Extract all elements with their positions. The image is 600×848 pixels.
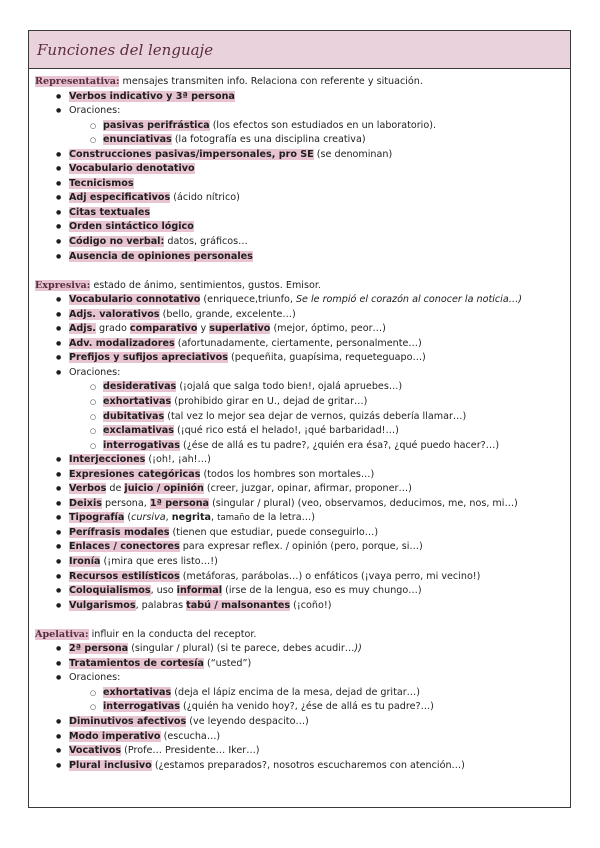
list-item: ● Verbos indicativo y 3ª persona [35, 90, 562, 105]
list-item: ● Construcciones pasivas/impersonales, pro SE (se denominan) [35, 148, 562, 163]
list-item: ● Deixis persona, 1ª persona (singular / plural) (veo, observamos, deducimos, me, nos, mi…) [35, 497, 562, 512]
list-item: ● Enlaces / conectores para expresar reflex. / opinión (pero, porque, si…) [35, 540, 562, 555]
sub-list-item: ○ exhortativas (deja el lápiz encima de la mesa, dejad de gritar…) [35, 686, 562, 701]
list-item: ● Código no verbal: datos, gráficos… [35, 235, 562, 250]
notes-sheet [28, 30, 571, 808]
sub-list-item: ○ enunciativas (la fotografía es una disciplina creativa) [35, 133, 562, 148]
section-heading: Expresiva: estado de ánimo, sentimientos, gustos. Emisor. [35, 279, 321, 291]
list-item: ● Oraciones: [35, 366, 562, 381]
list-item: ● Vocabulario denotativo [35, 162, 562, 177]
list-item: ● Adv. modalizadores (afortunadamente, ciertamente, personalmente…) [35, 337, 562, 352]
list-item: ● Vocabulario connotativo (enriquece,triunfo, Se le rompió el corazón al conocer la noticia…) [35, 293, 562, 308]
sub-list-item: ○ interrogativas (¿quién ha venido hoy?, ¿ése de allá es tu padre?…) [35, 700, 562, 715]
section-heading: Representativa: mensajes transmiten info. Relaciona con referente y situación. [35, 76, 423, 87]
section-representativa [35, 75, 562, 264]
list-item: ● Tratamientos de cortesía (“usted”) [35, 657, 562, 672]
list-item: ● Interjecciones (¡oh!, ¡ah!…) [35, 453, 562, 468]
list-item: ● Plural inclusivo (¿estamos preparados?, nosotros escucharemos con atención…) [35, 759, 562, 774]
section-expresiva [35, 279, 562, 614]
sub-list-item: ○ interrogativas (¿ése de allá es tu padre?, ¿quién era ésa?, ¿qué puedo hacer?…) [35, 439, 562, 454]
sub-list-item: ○ exclamativas (¡qué rico está el helado!, ¡qué barbaridad!…) [35, 424, 562, 439]
list-item: ● Adjs. grado comparativo y superlativo (mejor, óptimo, peor…) [35, 322, 562, 337]
list-item: ● Prefijos y sufijos apreciativos (pequeñita, guapísima, requeteguapo…) [35, 351, 562, 366]
list-item: ● Citas textuales [35, 206, 562, 221]
list-item: ● Diminutivos afectivos (ve leyendo despacito…) [35, 715, 562, 730]
list-item: ● Oraciones: [35, 671, 562, 686]
list-item: ● Orden sintáctico lógico [35, 220, 562, 235]
list-item: ● Ironía (¡mira que eres listo…!) [35, 555, 562, 570]
list-item: ● Coloquialismos, uso informal (irse de la lengua, eso es muy chungo…) [35, 584, 562, 599]
list-item: ● Perífrasis modales (tienen que estudiar, puede conseguirlo…) [35, 526, 562, 541]
list-item: ● Tecnicismos [35, 177, 562, 192]
page-title: Funciones del lenguaje [37, 40, 214, 59]
list-item: ● Adjs. valorativos (bello, grande, excelente…) [35, 308, 562, 323]
list-item: ● Modo imperativo (escucha…) [35, 730, 562, 745]
list-item: ● Ausencia de opiniones personales [35, 250, 562, 265]
sub-list-item: ○ desiderativas (¡ojalá que salga todo bien!, ojalá apruebes…) [35, 380, 562, 395]
notes-content [29, 69, 570, 773]
list-item: ● Adj especificativos (ácido nítrico) [35, 191, 562, 206]
sub-list-item: ○ pasivas perifrástica (los efectos son estudiados en un laboratorio). [35, 119, 562, 134]
section-heading: Apelativa: influir en la conducta del receptor. [35, 628, 257, 640]
list-item: ● 2ª persona (singular / plural) (si te parece, debes acudir…)) [35, 642, 562, 657]
list-item: ● Oraciones: [35, 104, 562, 119]
list-item: ● Recursos estilísticos (metáforas, parábolas…) o enfáticos (¡vaya perro, mi vecino!) [35, 570, 562, 585]
list-item: ● Expresiones categóricas (todos los hombres son mortales…) [35, 468, 562, 483]
list-item: ● Vulgarismos, palabras tabú / malsonantes (¡coño!) [35, 599, 562, 614]
sub-list-item: ○ exhortativas (prohibido girar en U., dejad de gritar…) [35, 395, 562, 410]
list-item: ● Tipografía (cursiva, negrita, tamaño de la letra…) [35, 511, 562, 526]
list-item: ● Vocativos (Profe… Presidente… Iker…) [35, 744, 562, 759]
list-item: ● Verbos de juicio / opinión (creer, juzgar, opinar, afirmar, proponer…) [35, 482, 562, 497]
section-apelativa [35, 628, 562, 773]
sub-list-item: ○ dubitativas (tal vez lo mejor sea dejar de vernos, quizás debería llamar…) [35, 410, 562, 425]
title-bar [29, 31, 570, 69]
